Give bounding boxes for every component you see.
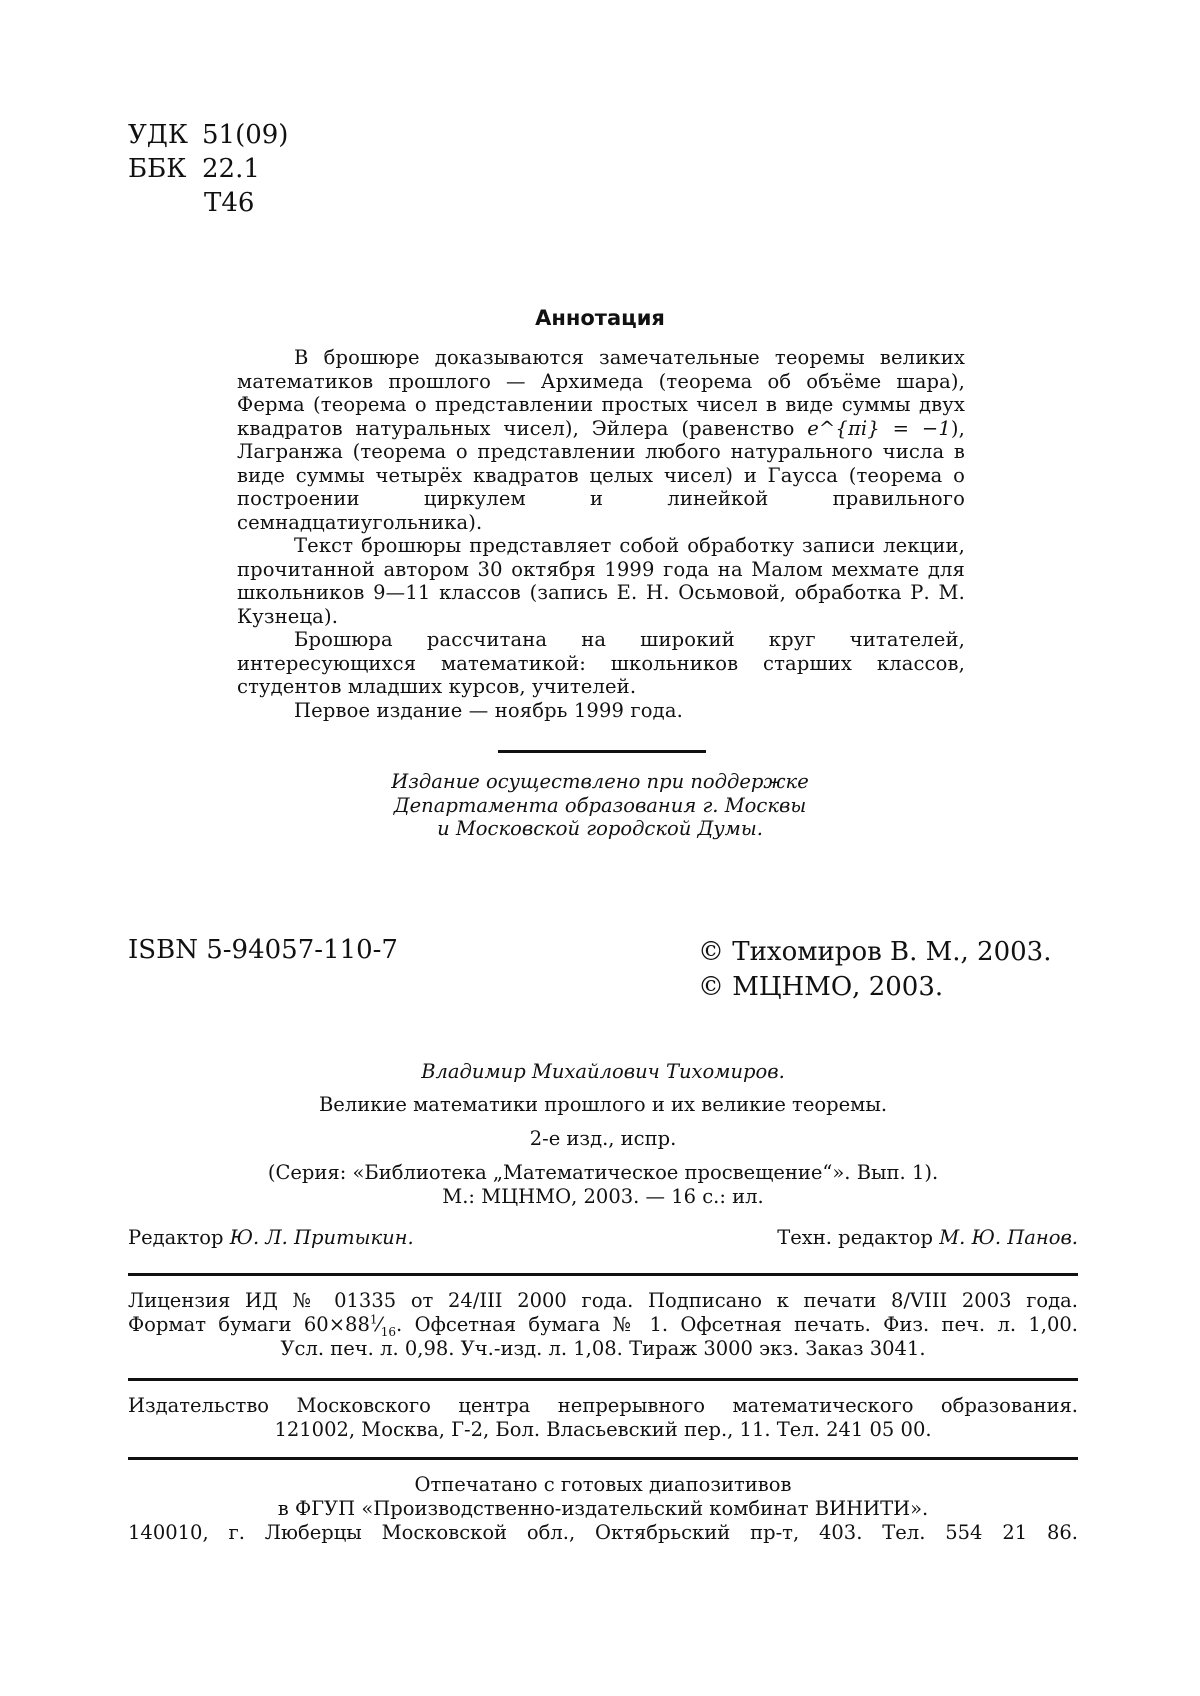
annotation-title: Аннотация bbox=[535, 306, 665, 330]
classification-codes bbox=[128, 118, 288, 220]
printer-block bbox=[128, 1473, 1078, 1545]
divider bbox=[128, 1457, 1078, 1460]
editor-label: Редактор bbox=[128, 1226, 224, 1249]
divider bbox=[128, 1378, 1078, 1381]
annotation-paragraph: Брошюра рассчитана на широкий круг читателей, интересующихся математикой: школьников старших классов, студентов младших курсов, учителей. bbox=[237, 628, 965, 698]
editor-name: Ю. Л. Притыкин. bbox=[229, 1226, 414, 1249]
format-fraction-num: 1 bbox=[369, 1312, 378, 1327]
book-series: (Серия: «Библиотека „Математическое просвещение“». Вып. 1). bbox=[267, 1161, 939, 1184]
divider-short bbox=[498, 750, 706, 753]
publisher-name: Издательство Московского центра непрерывного математического образования. bbox=[128, 1394, 1078, 1417]
book-edition: 2-е изд., испр. bbox=[529, 1127, 677, 1150]
license-line: Формат бумаги $60\times 88^1⁄_{16}$. Офсетная бумага № 1. Офсетная печать. Физ. печ. л. 1,00. bbox=[128, 1312, 1078, 1339]
bbk-label: ББК bbox=[128, 154, 187, 184]
tech-editor-label: Техн. редактор bbox=[777, 1226, 933, 1249]
annotation-p1-end: ), Лагранжа (теорема о представлении любого натурального числа в виде суммы четырёх квадратов целых чисел) и Гаусса (теорема о построении циркулем и линейкой правильного семнадцатиугольника). bbox=[237, 416, 965, 534]
paper-format: Формат бумаги 60×88 bbox=[128, 1313, 370, 1336]
printer-line: в ФГУП «Производственно-издательский комбинат ВИНИТИ». bbox=[277, 1497, 929, 1520]
annotation-text bbox=[237, 346, 965, 722]
annotation-paragraph: Текст брошюры представляет собой обработку записи лекции, прочитанной автором 30 октября 1999 года на Малом мехмате для школьников 9—11 классов (запись Е. Н. Осьмовой, обработка Р. М. Кузнеца). bbox=[237, 534, 965, 628]
annotation-paragraph bbox=[237, 346, 965, 534]
isbn: ISBN 5-94057-110-7 bbox=[128, 935, 398, 965]
publisher-address: 121002, Москва, Г-2, Бол. Власьевский пер., 11. Тел. 241 05 00. bbox=[274, 1418, 932, 1441]
credits bbox=[128, 1060, 1078, 1209]
editors-line bbox=[128, 1226, 1078, 1249]
license-line: Усл. печ. л. 0,98. Уч.-изд. л. 1,08. Тираж 3000 экз. Заказ 3041. bbox=[280, 1337, 926, 1360]
license-line: Лицензия ИД № 01335 от 24/III 2000 года. Подписано к печати 8/VIII 2003 года. bbox=[128, 1289, 1078, 1312]
printer-line: Отпечатано с готовых диапозитивов bbox=[414, 1473, 792, 1496]
udk-label: УДК bbox=[128, 120, 189, 150]
editor bbox=[128, 1226, 414, 1249]
publisher-block bbox=[128, 1394, 1078, 1442]
copyright-line: © МЦНМО, 2003. bbox=[698, 972, 944, 1002]
license-block bbox=[128, 1289, 1078, 1361]
support-line: Издание осуществлено при поддержке bbox=[391, 770, 809, 793]
annotation-p1-start: В брошюре доказываются замечательные теоремы великих математиков прошлого — Архимеда (теорема об объёме шара), Ферма (теорема о представлении простых чисел в виде суммы двух квадратов натуральных чисел), Эйлера (равенство bbox=[237, 346, 965, 440]
paper-details: . Офсетная бумага № 1. Офсетная печать. Физ. печ. л. 1,00. bbox=[396, 1313, 1078, 1336]
euler-formula: e^{πi} = −1 bbox=[807, 416, 951, 440]
bbk-value: 22.1 bbox=[202, 154, 260, 184]
annotation-paragraph: Первое издание — ноябрь 1999 года. bbox=[294, 698, 683, 722]
support-line: и Московской городской Думы. bbox=[437, 817, 763, 840]
support-note bbox=[0, 770, 1200, 841]
support-line: Департамента образования г. Москвы bbox=[393, 793, 807, 817]
copyright-line: © Тихомиров В. М., 2003. bbox=[698, 937, 1052, 967]
printer-address: 140010, г. Люберцы Московской обл., Октябрьский пр-т, 403. Тел. 554 21 86. bbox=[128, 1521, 1078, 1544]
book-title: Великие математики прошлого и их великие теоремы. bbox=[318, 1093, 888, 1116]
udk-value: 51(09) bbox=[202, 120, 289, 150]
copyright bbox=[698, 935, 1052, 1005]
tech-editor-name: М. Ю. Панов. bbox=[939, 1226, 1078, 1249]
divider bbox=[128, 1273, 1078, 1276]
book-imprint: М.: МЦНМО, 2003. — 16 с.: ил. bbox=[442, 1185, 764, 1208]
tech-editor bbox=[777, 1226, 1078, 1249]
author-code: Т46 bbox=[204, 188, 255, 218]
book-author: Владимир Михайлович Тихомиров. bbox=[421, 1060, 785, 1083]
format-fraction-den: 16 bbox=[380, 1324, 397, 1339]
